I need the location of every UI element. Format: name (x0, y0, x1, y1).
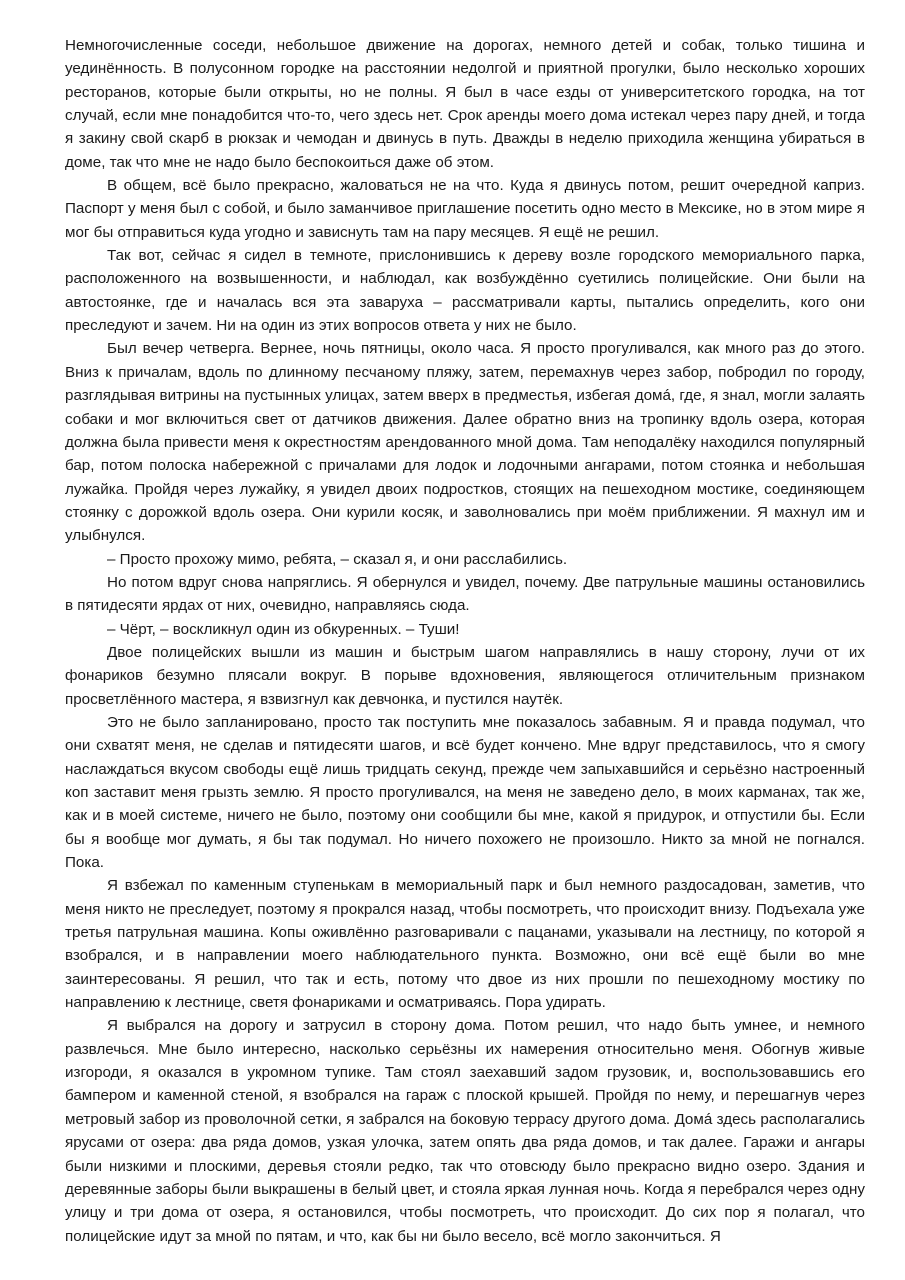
paragraph-1: Немногочисленные соседи, небольшое движение на дорогах, немного детей и собак, только тишина и уединённость. В полусонном городке на расстоянии недолгой и приятной прогулки, было несколько хороших ресторанов, которые были открыты, но не полны. Я был в часе езды от университетского городка, на тот случай, если мне понадобится что-то, чего здесь нет. Срок аренды моего дома истекал через пару дней, и тогда я закину свой скарб в рюкзак и чемодан и двинусь в путь. Дважды в неделю приходила женщина убираться в доме, так что мне не надо было беспокоиться даже об этом. (65, 37, 865, 171)
paragraph-10: Я взбежал по каменным ступенькам в мемориальный парк и был немного раздосадован, заметив, что меня никто не преследует, поэтому я прокрался назад, чтобы посмотреть, что происходит внизу. Подъехала уже третья патрульная машина. Копы оживлённо разговаривали с пацанами, указывали на лестницу, по которой я взобрался, и в направлении моего наблюдательного пункта. Возможно, они всё ещё были во мне заинтересованы. Я решил, что так и есть, потому что двое из них прошли по пешеходному мостику по направлению к лестнице, светя фонариками и осматриваясь. Пора удирать. (65, 877, 865, 1012)
paragraph-3: Так вот, сейчас я сидел в темноте, прислонившись к дереву возле городского мемориального парка, расположенного на возвышенности, и наблюдал, как возбуждённо суетились полицейские. Они были на автостоянке, где и началась вся эта заваруха – рассматривали карты, пытались определить, кого они преследуют и зачем. Ни на один из этих вопросов ответа у них не было. (65, 247, 865, 335)
paragraph-5-dialogue: – Просто прохожу мимо, ребята, – сказал я, и они расслабились. (107, 550, 568, 568)
paragraph-2: В общем, всё было прекрасно, жаловаться не на что. Куда я двинусь потом, решит очередной каприз. Паспорт у меня был с собой, и было заманчивое приглашение посетить одно место в Мексике, но в этом мире я мог бы отправиться куда угодно и зависнуть там на пару месяцев. Я ещё не решил. (65, 177, 865, 241)
paragraph-7-dialogue: – Чёрт, – воскликнул один из обкуренных. – Туши! (107, 620, 460, 638)
paragraph-8: Двое полицейских вышли из машин и быстрым шагом направлялись в нашу сторону, лучи от их фонариков безумно плясали вокруг. В порыве вдохновения, являющегося отличительным признаком просветлённого мастера, я взвизгнул как девчонка, и пустился наутёк. (65, 643, 865, 708)
paragraph-11: Я выбрался на дорогу и затрусил в сторону дома. Потом решил, что надо быть умнее, и немного развлечься. Мне было интересно, насколько серьёзны их намерения относительно меня. Обогнув живые изгороди, я оказался в укромном тупике. Там стоял заехавший задом грузовик, и, воспользовавшись его бампером и каменной стеной, я взобрался на гараж с плоской крышей. Пройдя по нему, и перешагнув через метровый забор из проволочной сетки, я забрался на боковую террасу другого дома. Домá здесь располагались ярусами от озера: два ряда домов, узкая улочка, затем опять два ряда домов, и так далее. Гаражи и ангары были низкими и плоскими, деревья стояли редко, так что отовсюду было прекрасно видно озеро. Здания и деревянные заборы были выкрашены в белый цвет, и стояла яркая лунная ночь. Когда я перебрался через одну улицу и три дома от озера, я остановился, чтобы посмотреть, что происходит. До сих пор я полагал, что полицейские идут за мной по пятам, и что, как бы ни было весело, всё могло закончиться. Я (65, 1017, 865, 1245)
paragraph-4: Был вечер четверга. Вернее, ночь пятницы, около часа. Я просто прогуливался, как много раз до этого. Вниз к причалам, вдоль по длинному песчаному пляжу, затем, перемахнув через забор, побродил по городу, разглядывая витрины на пустынных улицах, затем вверх в предместья, избегая домá, где, я знал, могли залаять собаки и мог включиться свет от датчиков движения. Далее обратно вниз на тропинку вдоль озера, которая должна была привести меня к окрестностям арендованного мной дома. Там неподалёку находился популярный бар, потом полоска набережной с причалами для лодок и лодочными ангарами, потом стоянка и небольшая лужайка. Пройдя через лужайку, я увидел двоих подростков, стоящих на пешеходном мостике, соединяющем стоянку с дорожкой вдоль озера. Они курили косяк, и заволновались при моём приближении. Я махнул им и улыбнулся. (65, 340, 865, 545)
body-text (65, 34, 865, 1248)
paragraph-6: Но потом вдруг снова напряглись. Я обернулся и увидел, почему. Две патрульные машины остановились в пятидесяти ярдах от них, очевидно, направляясь сюда. (65, 573, 865, 615)
paragraph-9: Это не было запланировано, просто так поступить мне показалось забавным. Я и правда подумал, что они схватят меня, не сделав и пятидесяти шагов, и всё будет кончено. Мне вдруг представилось, что я смогу наслаждаться вкусом свободы ещё лишь тридцать секунд, прежде чем запыхавшийся и серьёзно настроенный коп заставит меня грызть землю. Я просто прогуливался, на меня не заведено дело, в моих карманах, так же, как и в моей системе, ничего не было, поэтому они сообщили бы мне, какой я придурок, и отпустили бы. Если бы я вообще мог думать, я бы так подумал. Но ничего похожего не произошло. Никто за мной не погнался. Пока. (65, 713, 865, 872)
